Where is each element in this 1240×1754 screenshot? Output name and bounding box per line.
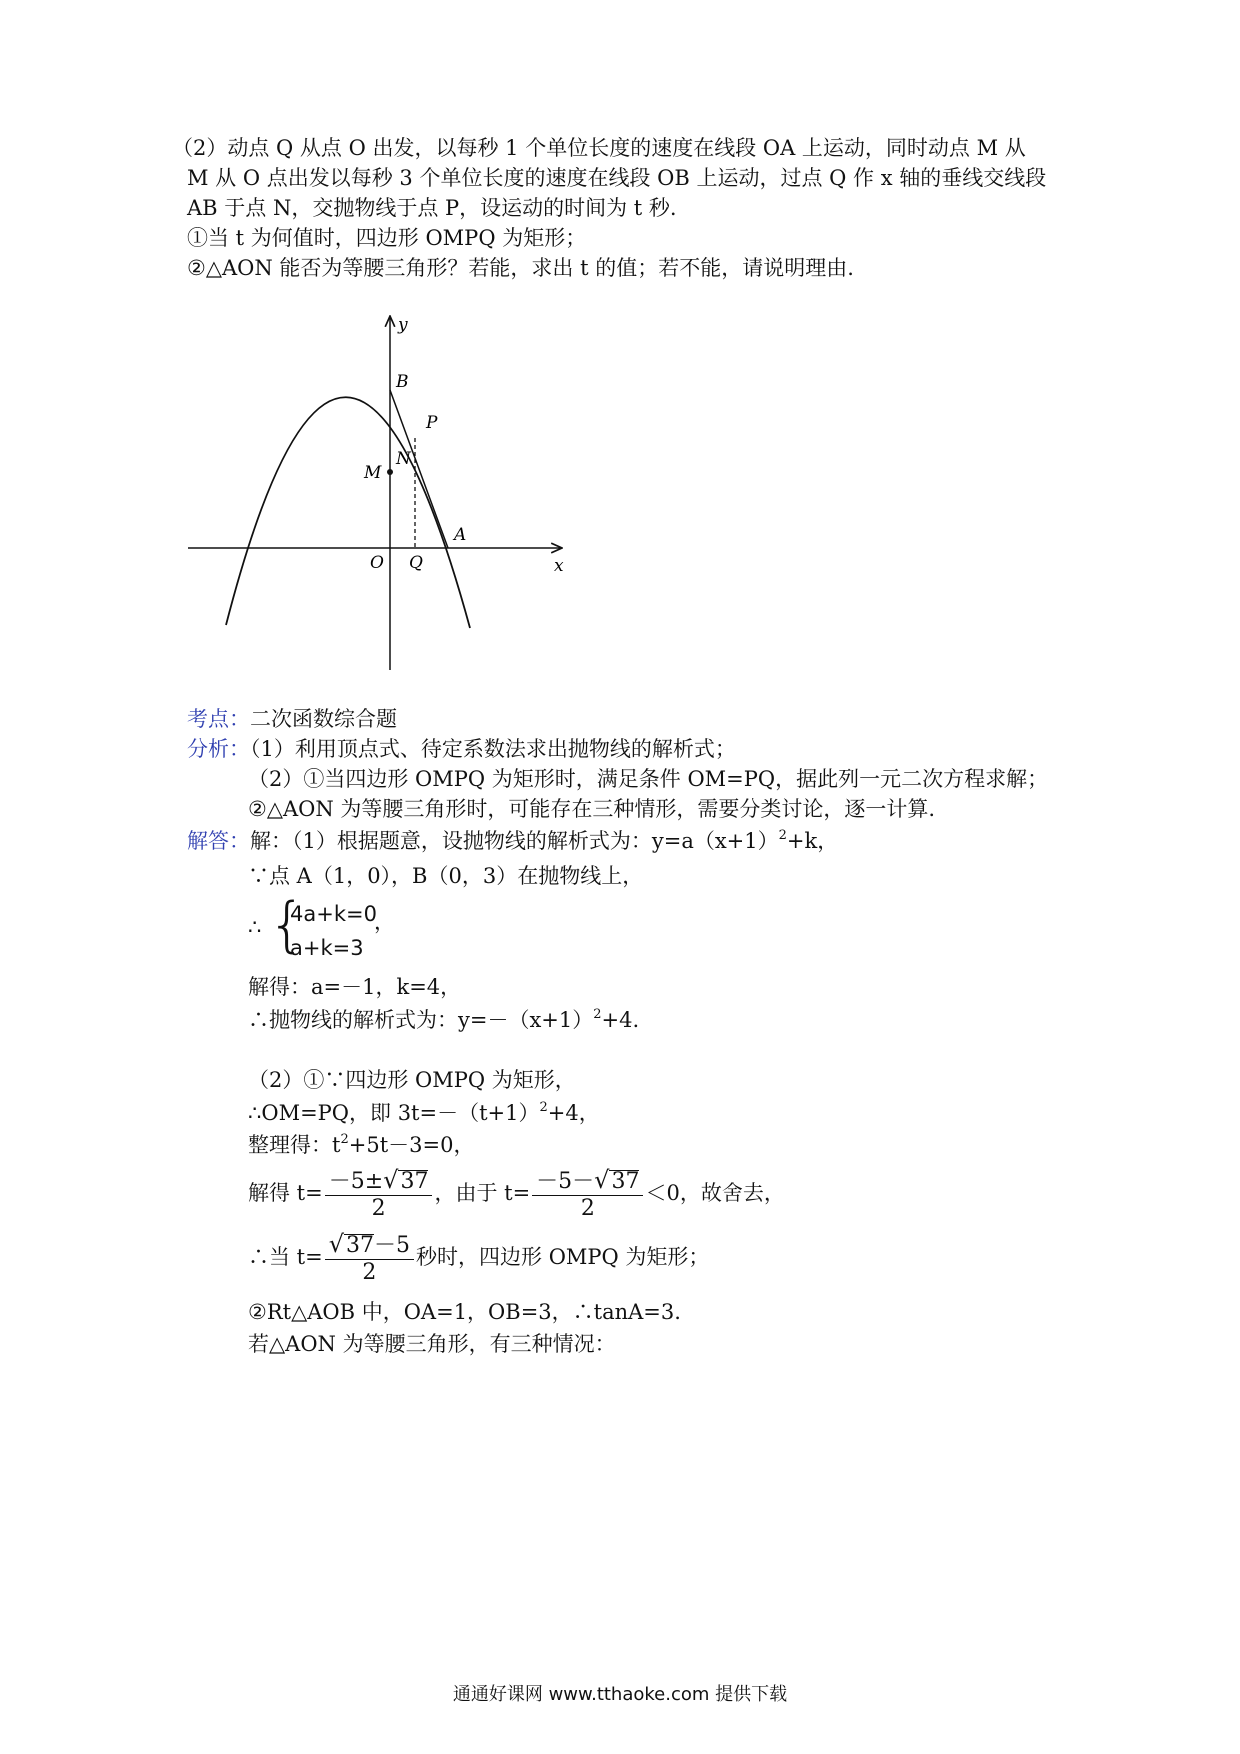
fraction-2-denominator: 2 bbox=[580, 1196, 595, 1221]
label-b: B bbox=[396, 372, 409, 392]
fraction-3-denominator: 2 bbox=[362, 1260, 377, 1285]
jieda-text-5b: +4. bbox=[601, 1008, 640, 1032]
jieda-line-8 bbox=[248, 1130, 474, 1160]
sqrt-radicand: 37 bbox=[400, 1169, 429, 1194]
sqrt-icon: √ bbox=[383, 1166, 399, 1194]
jieda-text-10b: 秒时，四边形 OMPQ 为矩形； bbox=[416, 1245, 710, 1269]
label-o: O bbox=[370, 553, 384, 573]
num-suffix: －5 bbox=[374, 1233, 411, 1258]
label-x: x bbox=[554, 556, 564, 576]
fenxi-line-1 bbox=[187, 734, 736, 764]
fraction-2-numerator bbox=[532, 1167, 643, 1196]
exponent: 2 bbox=[593, 1007, 602, 1022]
label-m: M bbox=[364, 463, 382, 483]
jieda-text-9a: 解得 t= bbox=[248, 1181, 323, 1205]
question-2: ②△AON 能否为等腰三角形？若能，求出 t 的值；若不能，请说明理由. bbox=[187, 256, 854, 280]
jieda-label: 解答： bbox=[187, 829, 250, 853]
page-footer: 通通好课网 www.tthaoke.com 提供下载 bbox=[452, 1684, 788, 1705]
label-y: y bbox=[398, 315, 408, 335]
fraction-1-numerator bbox=[325, 1167, 433, 1196]
num-prefix: －5± bbox=[328, 1169, 384, 1194]
exponent: 2 bbox=[778, 828, 787, 843]
segment-ab bbox=[390, 390, 448, 548]
point-m bbox=[387, 469, 393, 475]
jieda-line-12: 若△AON 为等腰三角形，有三种情况： bbox=[248, 1332, 616, 1356]
jieda-line-5 bbox=[248, 1005, 639, 1035]
fraction-3 bbox=[325, 1231, 414, 1286]
kaodian-line bbox=[187, 704, 397, 734]
brace-icon: { bbox=[268, 890, 307, 960]
equation-system bbox=[268, 890, 418, 967]
problem-line-2: M 从 O 点出发以每秒 3 个单位长度的速度在线段 OB 上运动，过点 Q 作 x 轴的垂线交线段 bbox=[187, 166, 1047, 190]
label-n: N bbox=[396, 449, 411, 469]
fenxi-line-3: ②△AON 为等腰三角形时，可能存在三种情形，需要分类讨论，逐一计算. bbox=[248, 797, 936, 821]
system-eq-1: 4a+k=0 bbox=[290, 902, 377, 926]
jieda-line-10 bbox=[248, 1230, 709, 1286]
question-1: ①当 t 为何值时，四边形 OMPQ 为矩形； bbox=[187, 226, 587, 250]
jieda-text-7: ∴OM=PQ，即 3t=－（t+1） bbox=[248, 1101, 540, 1125]
fenxi-line-2: （2）①当四边形 OMPQ 为矩形时，满足条件 OM=PQ，据此列一元二次方程求解； bbox=[248, 767, 1049, 791]
jieda-text-10a: ∴当 t= bbox=[248, 1245, 323, 1269]
label-p: P bbox=[426, 413, 438, 433]
jieda-text-8: 整理得：t bbox=[248, 1133, 341, 1157]
num-prefix: －5－ bbox=[536, 1169, 595, 1194]
system-comma: ， bbox=[374, 910, 395, 934]
jieda-line-1 bbox=[187, 826, 838, 856]
kaodian-text: 二次函数综合题 bbox=[250, 707, 397, 731]
jieda-line-11: ②Rt△AOB 中，OA=1，OB=3，∴tanA=3. bbox=[248, 1300, 681, 1324]
jieda-line-7 bbox=[248, 1098, 600, 1128]
parabola-graph bbox=[180, 310, 580, 670]
jieda-line-2: ∵点 A（1，0），B（0，3）在抛物线上， bbox=[248, 864, 644, 888]
fraction-3-numerator bbox=[325, 1231, 414, 1260]
jieda-text-1b: +k， bbox=[786, 829, 839, 853]
jieda-text-7b: +4， bbox=[547, 1101, 600, 1125]
exponent: 2 bbox=[539, 1100, 548, 1115]
jieda-text-5: ∴抛物线的解析式为：y=－（x+1） bbox=[248, 1008, 594, 1032]
problem-line-1: （2）动点 Q 从点 O 出发，以每秒 1 个单位长度的速度在线段 OA 上运动，同时动点 M 从 bbox=[172, 136, 1026, 160]
jieda-text-9c: ＜0，故舍去， bbox=[645, 1181, 785, 1205]
label-q: Q bbox=[409, 553, 423, 573]
jieda-text-1: 解：（1）根据题意，设抛物线的解析式为：y=a（x+1） bbox=[250, 829, 779, 853]
jieda-line-6: （2）①∵四边形 OMPQ 为矩形， bbox=[248, 1068, 576, 1092]
sqrt-radicand: 37 bbox=[611, 1169, 640, 1194]
kaodian-label: 考点： bbox=[187, 707, 250, 731]
problem-line-3: AB 于点 N，交抛物线于点 P，设运动的时间为 t 秒. bbox=[187, 196, 677, 220]
jieda-text-8b: +5t－3=0， bbox=[348, 1133, 475, 1157]
sqrt-icon: √ bbox=[328, 1230, 345, 1258]
fraction-2 bbox=[532, 1167, 643, 1222]
fraction-1 bbox=[325, 1167, 433, 1222]
jieda-line-9 bbox=[248, 1166, 785, 1222]
system-eq-2: a+k=3 bbox=[290, 936, 364, 960]
fenxi-label: 分析： bbox=[187, 737, 250, 761]
sqrt-radicand: 37 bbox=[346, 1233, 375, 1258]
fraction-1-denominator: 2 bbox=[371, 1196, 386, 1221]
jieda-text-9b: ，由于 t= bbox=[434, 1181, 531, 1205]
therefore-symbol: ∴ bbox=[248, 915, 262, 939]
sqrt-icon: √ bbox=[594, 1166, 610, 1194]
jieda-line-4: 解得：a=－1，k=4， bbox=[248, 975, 462, 999]
label-a: A bbox=[454, 525, 467, 545]
exponent: 2 bbox=[340, 1132, 349, 1147]
fenxi-text-1: （1）利用顶点式、待定系数法求出抛物线的解析式； bbox=[250, 737, 736, 761]
